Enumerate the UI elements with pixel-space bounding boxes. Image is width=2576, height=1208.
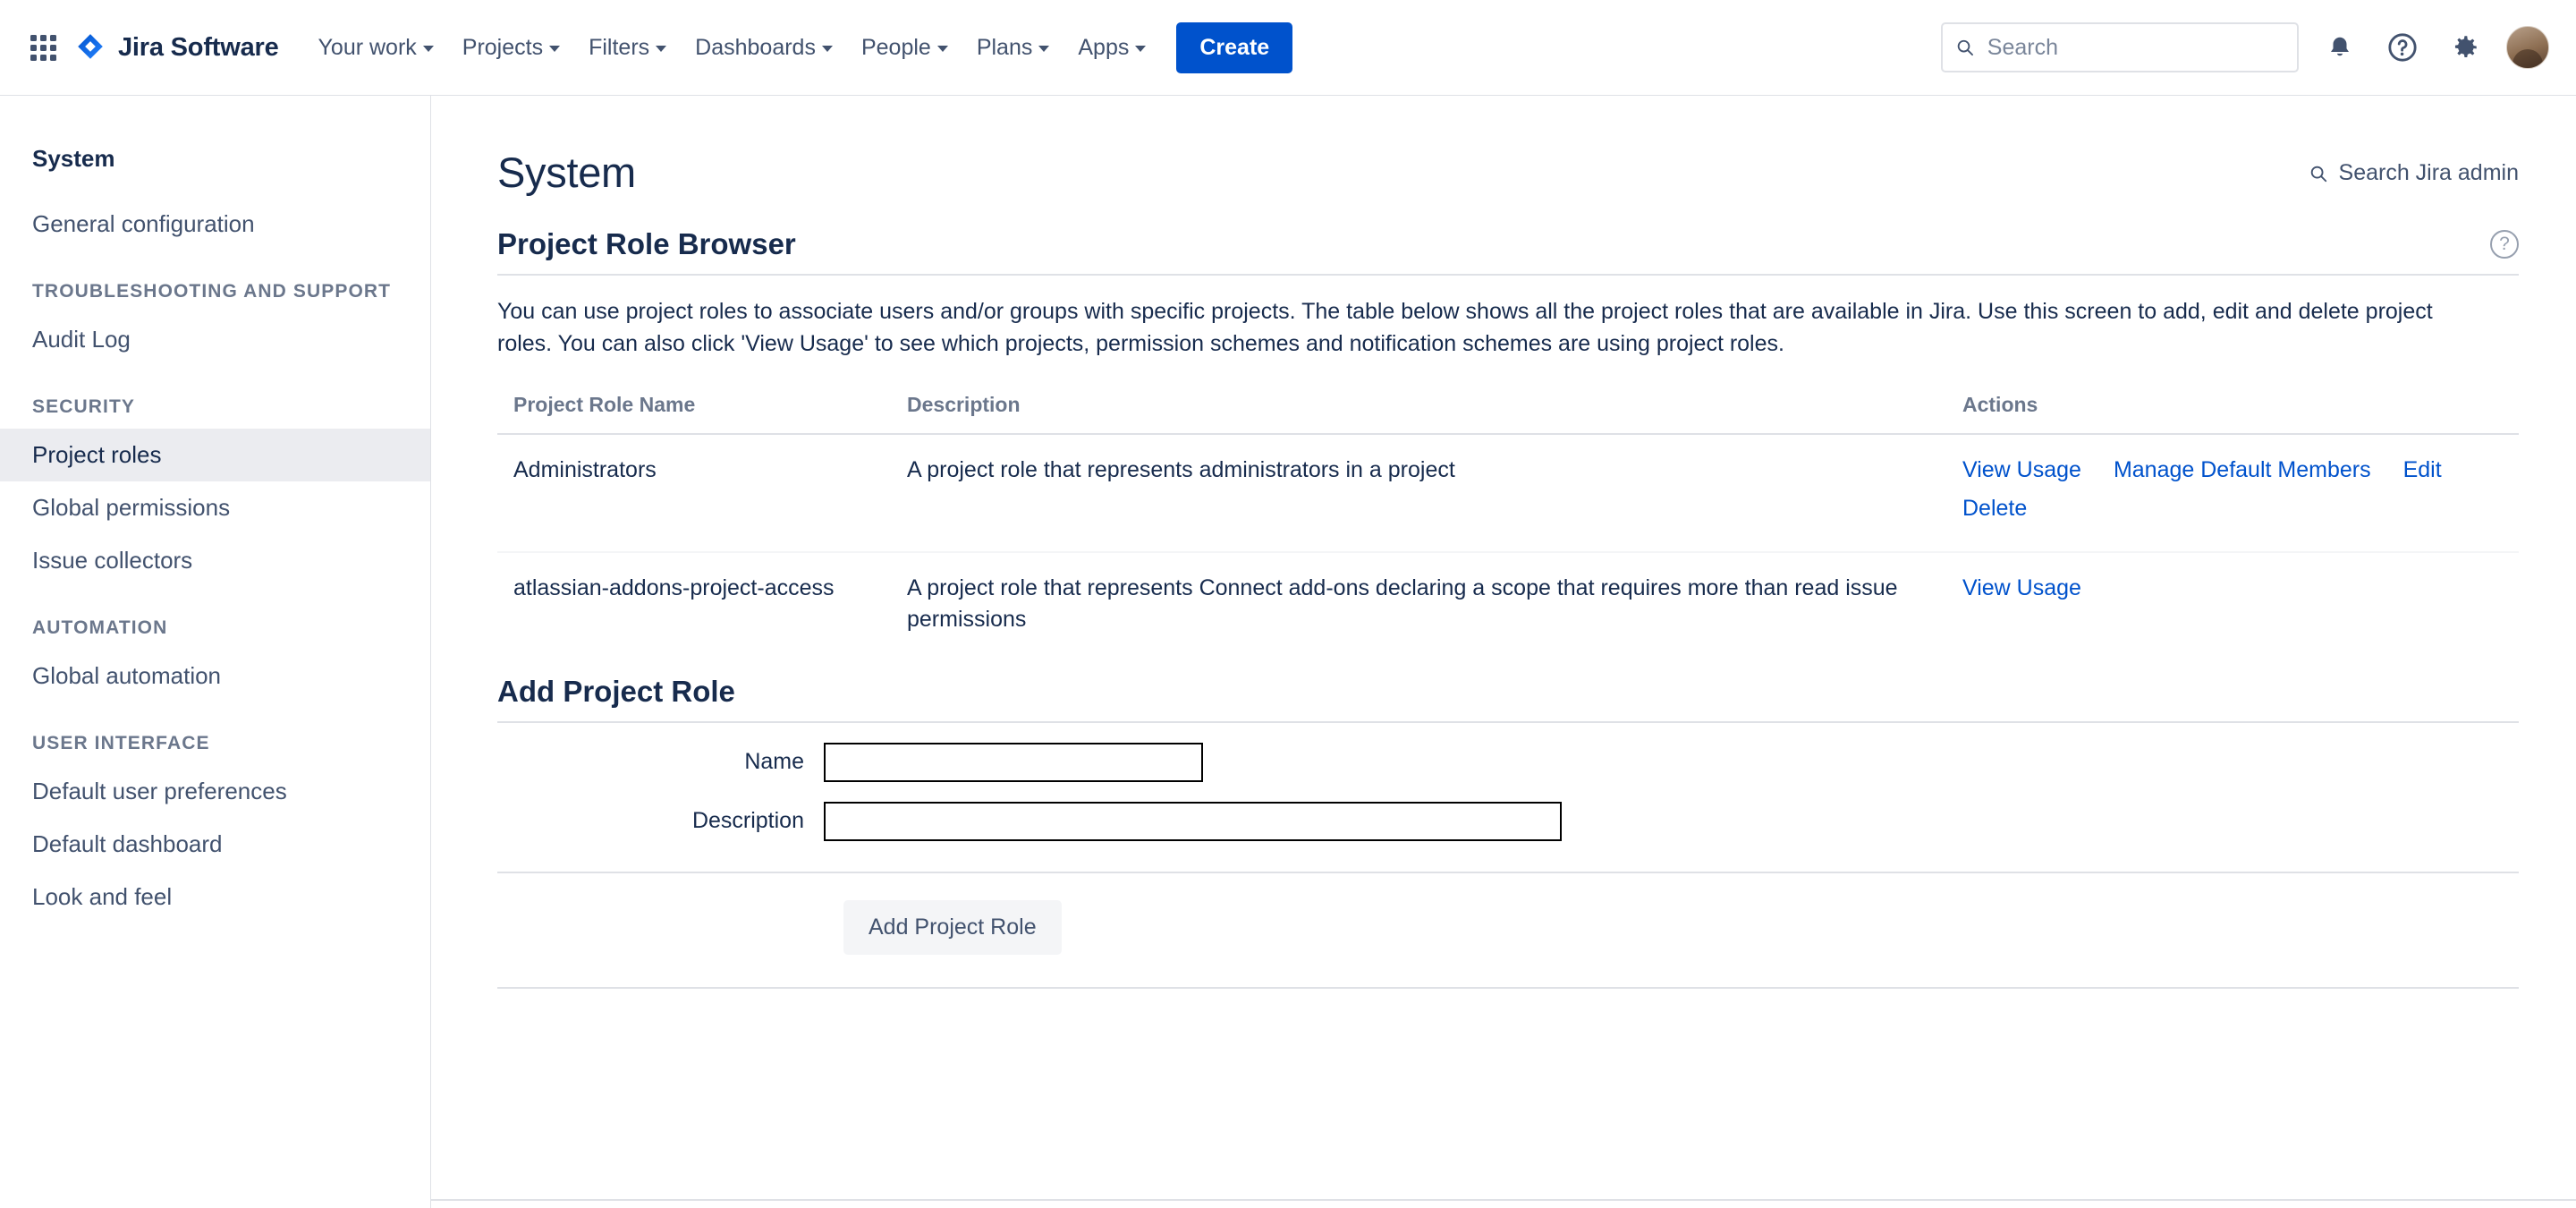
sidebar-item-issue-collectors[interactable]: Issue collectors	[32, 547, 193, 574]
column-header-description: Description	[891, 393, 1946, 434]
table-body	[497, 434, 2519, 662]
settings-button[interactable]	[2444, 26, 2487, 69]
role-actions-cell	[1946, 434, 2519, 552]
delete-link[interactable]: Delete	[1962, 495, 2028, 521]
search-jira-admin-label: Search Jira admin	[2338, 160, 2519, 185]
sidebar-group-troubleshooting: TROUBLESHOOTING AND SUPPORT	[32, 281, 392, 302]
column-header-actions: Actions	[1946, 393, 2519, 434]
chevron-down-icon	[549, 46, 560, 52]
role-name-cell: atlassian-addons-project-access	[513, 574, 835, 600]
name-field-row	[497, 743, 2519, 782]
admin-sidebar	[0, 96, 431, 1208]
sidebar-item-general-configuration[interactable]: General configuration	[32, 210, 255, 237]
nav-item-plans[interactable]	[962, 26, 1064, 70]
submit-row	[497, 900, 2519, 955]
notification-bell-icon	[2326, 34, 2353, 61]
section-header	[497, 227, 2519, 276]
chevron-down-icon	[822, 46, 833, 52]
table-header-row	[497, 393, 2519, 434]
chevron-down-icon	[423, 46, 434, 52]
top-nav-right-group	[1941, 22, 2549, 72]
sidebar-item-global-automation[interactable]: Global automation	[32, 662, 222, 689]
name-input[interactable]	[824, 743, 1203, 782]
nav-item-label: Apps	[1078, 34, 1130, 60]
notifications-button[interactable]	[2318, 26, 2361, 69]
page-header	[497, 148, 2519, 197]
page-title: System	[497, 149, 636, 196]
global-search[interactable]	[1941, 22, 2299, 72]
sidebar-item-global-permissions[interactable]: Global permissions	[32, 494, 231, 521]
description-field-row	[497, 802, 2519, 841]
nav-item-your-work[interactable]	[304, 26, 448, 70]
search-icon	[2309, 164, 2328, 183]
nav-item-apps[interactable]	[1063, 26, 1160, 70]
view-usage-link[interactable]: View Usage	[1962, 456, 2081, 482]
jira-brand-home-link[interactable]	[75, 32, 279, 63]
search-input[interactable]	[1986, 34, 2284, 62]
name-field-label: Name	[744, 749, 804, 774]
nav-item-label: People	[860, 34, 931, 60]
create-button[interactable]: Create	[1176, 22, 1292, 73]
add-project-role-title: Add Project Role	[497, 675, 2519, 723]
table-row	[497, 434, 2519, 552]
column-header-project-role-name: Project Role Name	[497, 393, 891, 434]
page-bottom-rule	[431, 1199, 2576, 1201]
primary-nav-items	[304, 26, 1161, 70]
chevron-down-icon	[1038, 46, 1049, 52]
grid-icon	[30, 35, 56, 61]
sidebar-item-look-and-feel[interactable]: Look and feel	[32, 883, 173, 910]
intro-text: You can use project roles to associate users and/or groups with specific projects. The table below shows all the project roles that are available in Jira. Use this screen to add, edit and delete project roles. You can also click 'View Usage' to see which projects, permission schemes and notification schemes are using project roles.	[497, 299, 2433, 357]
jira-logo-icon	[75, 32, 106, 63]
help-button[interactable]	[2381, 26, 2424, 69]
description-input[interactable]	[824, 802, 1562, 841]
section-title: Project Role Browser	[497, 227, 796, 260]
role-name-cell: Administrators	[497, 434, 891, 552]
chevron-down-icon	[1135, 46, 1146, 52]
chevron-down-icon	[656, 46, 666, 52]
nav-item-label: Your work	[318, 34, 417, 60]
nav-item-label: Projects	[462, 34, 544, 60]
nav-item-dashboards[interactable]	[681, 26, 847, 70]
submit-spacer	[497, 900, 843, 955]
role-description-cell: A project role that represents administrators in a project	[891, 434, 1946, 552]
role-actions-cell	[1946, 552, 2519, 662]
nav-item-projects[interactable]	[448, 26, 574, 70]
search-jira-admin-link[interactable]	[2309, 148, 2519, 186]
chevron-down-icon	[937, 46, 948, 52]
sidebar-item-project-roles[interactable]: Project roles	[0, 429, 430, 481]
app-switcher-button[interactable]	[23, 28, 63, 67]
search-icon	[1955, 37, 1975, 58]
nav-item-label: Dashboards	[695, 34, 816, 60]
help-icon[interactable]: ?	[2490, 230, 2519, 259]
table-header	[497, 393, 2519, 434]
sidebar-title: System	[32, 145, 115, 172]
page-shell	[0, 96, 2576, 1208]
table-row	[497, 552, 2519, 662]
sidebar-item-audit-log[interactable]: Audit Log	[32, 326, 131, 353]
bottom-divider	[497, 987, 2519, 989]
form-divider	[497, 872, 2519, 873]
gear-icon	[2450, 32, 2480, 63]
add-project-role-button[interactable]: Add Project Role	[843, 900, 1062, 955]
sidebar-group-security: SECURITY	[32, 396, 135, 417]
manage-default-members-link[interactable]: Manage Default Members	[2113, 456, 2371, 482]
project-roles-table	[497, 393, 2519, 662]
sidebar-group-user-interface: USER INTERFACE	[32, 733, 210, 753]
brand-title: Jira Software	[118, 32, 279, 62]
avatar[interactable]	[2506, 26, 2549, 69]
nav-item-filters[interactable]	[574, 26, 681, 70]
description-field-label: Description	[691, 808, 804, 833]
top-navigation-bar	[0, 0, 2576, 96]
nav-item-label: Plans	[976, 34, 1033, 60]
main-content	[431, 96, 2576, 1208]
sidebar-item-default-dashboard[interactable]: Default dashboard	[32, 830, 223, 857]
sidebar-group-automation: AUTOMATION	[32, 617, 168, 638]
nav-item-people[interactable]	[847, 26, 962, 70]
role-description-cell: A project role that represents Connect add-ons declaring a scope that requires more than read issue permissions	[907, 574, 1898, 632]
view-usage-link[interactable]: View Usage	[1962, 574, 2081, 600]
sidebar-item-default-user-preferences[interactable]: Default user preferences	[32, 778, 287, 804]
help-icon	[2387, 32, 2418, 63]
nav-item-label: Filters	[589, 34, 650, 60]
edit-link[interactable]: Edit	[2402, 456, 2442, 482]
